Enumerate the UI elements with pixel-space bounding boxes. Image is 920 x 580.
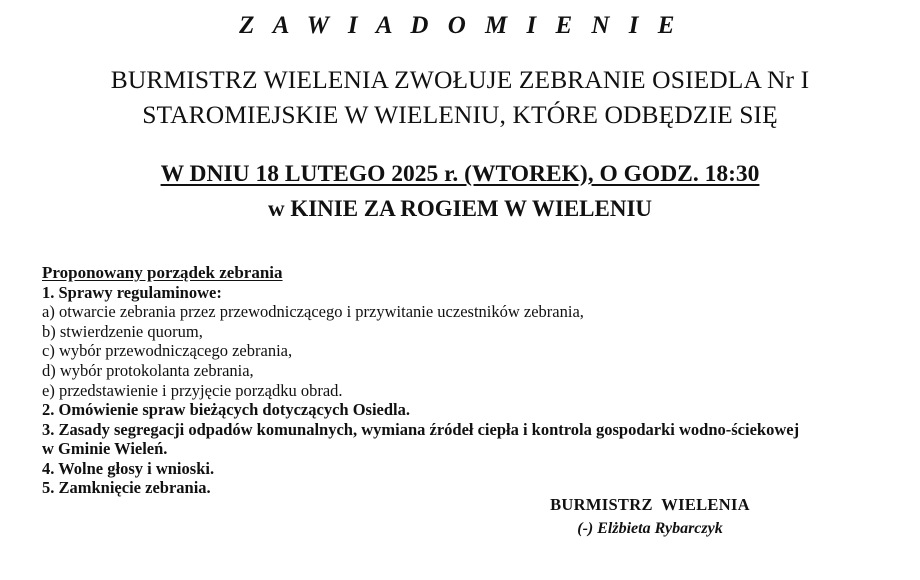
agenda-item: e) przedstawienie i przyjęcie porządku obrad. — [42, 380, 343, 400]
agenda-section — [42, 263, 920, 498]
announcement-heading-line-2: STAROMIEJSKIE W WIELENIU, KTÓRE ODBĘDZIE SIĘ — [142, 99, 778, 129]
announcement-heading-line-1: BURMISTRZ WIELENIA ZWOŁUJE ZEBRANIE OSIEDLA Nr I — [110, 64, 810, 94]
agenda-item: 2. Omówienie spraw bieżących dotyczących Osiedla. — [42, 400, 410, 420]
agenda-item: d) wybór protokolanta zebrania, — [42, 360, 254, 380]
agenda-item: a) otwarcie zebrania przez przewodniczącego i przywitanie uczestników zebrania, — [42, 302, 584, 322]
agenda-item: 4. Wolne głosy i wnioski. — [42, 458, 215, 478]
meeting-when-where-block — [0, 158, 920, 225]
agenda-item: 3. Zasady segregacji odpadów komunalnych, wymiana źródeł ciepła i kontrola gospodarki wodno-ściekowej — [42, 419, 800, 439]
signatory-office: BURMISTRZ WIELENIA — [550, 495, 750, 514]
agenda-item: c) wybór przewodniczącego zebrania, — [42, 341, 293, 361]
agenda-heading: Proponowany porządek zebrania — [42, 262, 283, 282]
agenda-item: 5. Zamknięcie zebrania. — [42, 478, 211, 498]
agenda-item: b) stwierdzenie quorum, — [42, 321, 203, 341]
meeting-location: w KINIE ZA ROGIEM W WIELENIU — [267, 195, 653, 221]
document-title: Z A W I A D O M I E N I E — [239, 12, 681, 39]
signatory-name: (-) Elżbieta Rybarczyk — [577, 519, 723, 537]
meeting-date-time: W DNIU 18 LUTEGO 2025 r. (WTOREK), O GODZ. 18:30 — [160, 160, 760, 187]
agenda-item: w Gminie Wieleń. — [42, 439, 168, 459]
signature-block — [0, 494, 920, 540]
announcement-heading — [0, 62, 920, 132]
agenda-item: 1. Sprawy regulaminowe: — [42, 282, 222, 302]
